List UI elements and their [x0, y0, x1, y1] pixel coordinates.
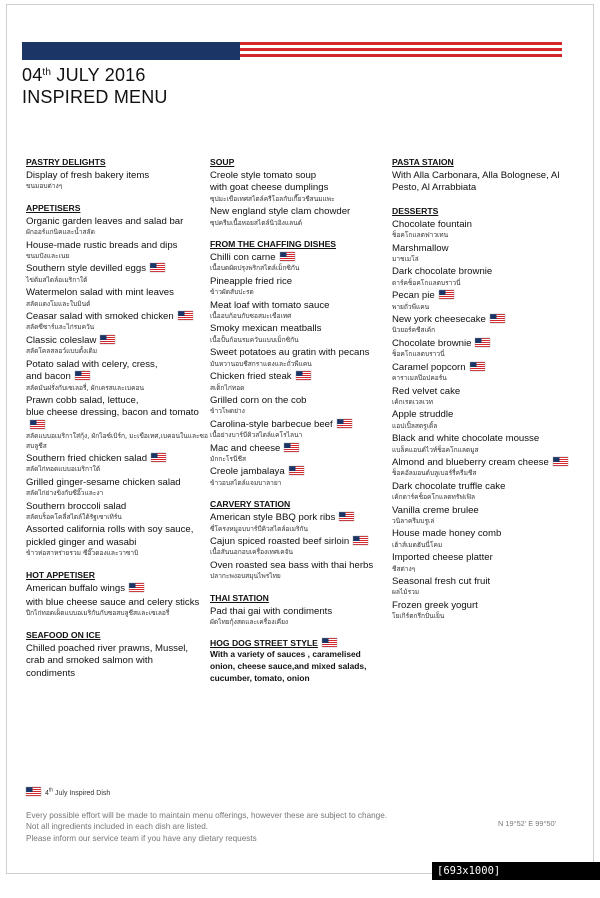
menu-item-thai: เนื้ออบก้อนกับซอสมะเขือเทศ — [210, 312, 292, 321]
menu-item-name — [26, 395, 208, 432]
menu-column-1 — [26, 156, 208, 680]
menu-item-name-text: With Alla Carbonara, Alla Bolognese, Al Pesto, Al Arrabbiata — [392, 170, 560, 194]
legend-day-suffix: th — [48, 787, 54, 794]
menu-item-thai: ดาร์คช็อคโกแลตบราวนี่ — [392, 278, 461, 287]
us-flag-icon — [75, 371, 90, 380]
menu-item — [210, 606, 390, 628]
us-flag-icon — [475, 338, 490, 347]
menu-item-thai: ผลไม้รวม — [392, 588, 420, 597]
section-heading-text: CARVERY STATION — [210, 499, 291, 510]
menu-item-name — [392, 314, 578, 326]
menu-item-name — [392, 505, 578, 517]
menu-item — [392, 409, 578, 431]
menu-item-thai: มันหวานอบชีสกราแตงและถั่วพีแคน — [210, 359, 312, 368]
menu-item — [392, 552, 578, 574]
menu-item — [26, 359, 208, 393]
menu-item-name-text: Frozen greek yogurt — [392, 599, 478, 611]
menu-item-name — [26, 240, 208, 252]
menu-item — [26, 477, 208, 499]
menu-item-name-text: American style BBQ pork ribs — [210, 512, 336, 524]
menu-item-name-text: New england style clam chowder — [210, 206, 351, 218]
menu-item-name-text: Sweet potatoes au gratin with pecans — [210, 347, 370, 359]
section-heading-text: HOT APPETISER — [26, 569, 95, 580]
menu-item — [210, 419, 390, 441]
page-title — [22, 64, 168, 108]
menu-item-name-text: Oven roasted sea bass with thai herbs — [210, 559, 374, 571]
menu-item-name — [210, 466, 390, 478]
menu-item-name — [392, 433, 578, 445]
menu-item-name — [392, 481, 578, 493]
legend-day: 4 — [45, 790, 49, 797]
menu-item-name — [392, 170, 578, 195]
menu-column-3 — [392, 156, 578, 622]
menu-item — [210, 371, 390, 393]
menu-item — [392, 266, 578, 288]
menu-item-thai: เค้กดาร์คช็อคโกแลตทรัฟเฟิล — [392, 493, 476, 502]
menu-item-name-text: Southern broccoli salad — [26, 500, 127, 512]
menu-item-thai: ปีกไก่ทอดเผ็ดแบบอเมริกันกับซอสบลูชีสและเซเลอรี่ — [26, 609, 170, 618]
menu-item-thai: เนื้อบดผัดปรุงพริกสไตล์เม็กซิกัน — [210, 264, 300, 273]
menu-item-name — [26, 335, 208, 347]
menu-item — [392, 290, 578, 312]
legend — [26, 787, 110, 797]
title-month-year: JULY 2016 — [51, 65, 146, 85]
menu-item-name-text: Watermelon salad with mint leaves — [26, 287, 174, 299]
menu-item-name-text: New york cheesecake — [392, 314, 486, 326]
us-flag-icon — [339, 512, 354, 521]
menu-item-name — [210, 560, 390, 572]
menu-item — [26, 287, 208, 309]
us-flag-icon — [470, 362, 485, 371]
menu-item-name — [210, 206, 390, 218]
menu-item-name — [210, 395, 390, 407]
coordinates: N 19°52' E 99°50' — [498, 819, 557, 828]
menu-item — [392, 600, 578, 622]
menu-item-thai: ปลากะพงอบสมุนไพรไทย — [210, 572, 281, 581]
menu-item-name-text: Creole style tomato soup with goat cheese dumplings — [210, 170, 329, 194]
section-heading-text: PASTA STAION — [392, 157, 454, 167]
menu-item-name-text: Chicken fried steak — [210, 371, 292, 383]
menu-item-name-text: Potato salad with celery, cress, and bacon — [26, 358, 158, 383]
menu-item-name-text: Chilli con carne — [210, 252, 276, 264]
us-flag-icon — [284, 443, 299, 452]
us-flag-icon — [151, 453, 166, 462]
menu-item-name-text: Creole jambalaya — [210, 466, 285, 478]
menu-item-name-text: Southern fried chicken salad — [26, 452, 148, 464]
menu-item-thai: ช็อคโกแลตบราวนี่ — [392, 350, 445, 359]
menu-item-name — [392, 528, 578, 540]
menu-item — [26, 643, 208, 680]
menu-item — [26, 335, 208, 357]
menu-item-thai: สลัดแบบอเมริกาใส่กุ้ง, ผักไอซ์เบิร์ก, มะเขือเทศ,เบคอนในและซอสบลูชีส — [26, 432, 208, 450]
us-flag-icon — [490, 314, 505, 323]
menu-item — [392, 505, 578, 527]
section-description: With a variety of sauces , caramelised onion, cheese sauce,and mixed salads, cucumber, tomato, onion — [210, 649, 367, 683]
menu-item-name — [392, 409, 578, 421]
us-flag-icon — [100, 335, 115, 344]
menu-item — [210, 300, 390, 322]
section-heading — [26, 629, 208, 641]
menu-item-name-text: Seasonal fresh cut fruit — [392, 576, 491, 587]
menu-item-name-text: with blue cheese sauce and celery sticks — [26, 597, 200, 608]
menu-item-name-text: Dark chocolate truffle cake — [392, 480, 506, 492]
menu-item-name — [210, 323, 390, 335]
us-flag-icon — [289, 466, 304, 475]
menu-item-thai: สลัดไก่ย่างขิงกับซีอิ๊วและงา — [26, 489, 104, 498]
menu-item-thai: เนื้อปั้นก้อนรมควันแบบเม็กซิกัน — [210, 335, 299, 344]
menu-item-thai: ขนมอบต่างๆ — [26, 182, 63, 191]
menu-item — [392, 243, 578, 265]
menu-item-name-text: Grilled ginger-sesame chicken salad — [26, 476, 181, 488]
menu-item-name — [26, 287, 208, 299]
section-heading-text: SOUP — [210, 157, 235, 167]
title-day: 04 — [22, 65, 43, 85]
menu-item — [210, 347, 390, 369]
us-flag-icon — [353, 536, 368, 545]
menu-item-thai: นิวยอร์คชีสเค้ก — [392, 326, 436, 335]
menu-item-name — [210, 536, 390, 548]
menu-item — [210, 443, 390, 465]
menu-item-name-text: Southern style devilled eggs — [26, 263, 146, 275]
menu-item-name — [210, 252, 390, 264]
menu-item-thai: มักกะโรนีชีส — [210, 454, 246, 463]
menu-item — [26, 597, 208, 619]
title-day-suffix: th — [42, 67, 52, 78]
menu-item-thai: มาชเมโล่ — [392, 255, 419, 264]
menu-item-thai: เฮ้าส์เมดฮันนี่โคม — [392, 540, 443, 549]
menu-item — [392, 170, 578, 195]
menu-item-thai: ข้าวอบสไตล์แจมบาลายา — [210, 478, 282, 487]
menu-item — [26, 240, 208, 262]
menu-item-thai: สลัดซีซาร์และไก่รมควัน — [26, 323, 95, 332]
menu-item-thai: ซุปมะเขือเทศสไตล์ครีโอลกับเกี๊ยวชีสนมแพะ — [210, 194, 335, 203]
menu-item-name-text: House made honey comb — [392, 528, 502, 540]
menu-item-name-text: Black and white chocolate mousse — [392, 433, 540, 445]
menu-item — [210, 252, 390, 274]
banner-blue-field — [22, 42, 240, 60]
us-flag-icon — [337, 419, 352, 428]
menu-item-name — [392, 386, 578, 398]
menu-item — [392, 457, 578, 479]
menu-item-name-text: Vanilla creme brulee — [392, 504, 479, 516]
menu-item — [26, 501, 208, 523]
section-heading-text: PASTRY DELIGHTS — [26, 157, 106, 167]
menu-item-thai: สลัดแตงโมและใบมินต์ — [26, 299, 91, 308]
menu-item-name-text: Smoky mexican meatballs — [210, 323, 322, 335]
menu-item-name — [392, 266, 578, 278]
menu-item — [26, 524, 208, 558]
menu-item-name — [392, 362, 578, 374]
menu-item-name-text: American buffalo wings — [26, 582, 126, 594]
menu-item — [26, 583, 208, 595]
menu-item — [392, 314, 578, 336]
us-flag-icon — [129, 583, 144, 592]
menu-item — [210, 466, 390, 488]
menu-item-name-text: Organic garden leaves and salad bar — [26, 215, 184, 227]
menu-item-name-text: Almond and blueberry cream cheese — [392, 456, 549, 468]
menu-item — [210, 512, 390, 534]
menu-item-thai: เนื้อย่างบาร์บีคิวสไตล์แคโรไลนา — [210, 431, 303, 440]
menu-item-thai: ซุปครีมเนื้อหอยสไตล์นิวอิงแลนด์ — [210, 218, 302, 227]
menu-item-thai: ช็อคอัลมอนด์บลูเบอร์รี่ครีมชีส — [392, 469, 477, 478]
menu-item-name-text: Meat loaf with tomato sauce — [210, 299, 330, 311]
menu-item-thai: แอปเปิ้ลสตรูเดิ้ล — [392, 421, 438, 430]
section-heading-text: APPETISERS — [26, 202, 81, 213]
menu-item-thai: ผักออร์แกนิคและน้ำสลัด — [26, 228, 95, 237]
menu-item-name-text: Display of fresh bakery items — [26, 170, 150, 181]
section-heading — [392, 205, 578, 217]
menu-item-name — [210, 276, 390, 288]
section-heading — [210, 592, 390, 604]
menu-item — [210, 170, 390, 204]
menu-item-thai: คาราเมลป๊อปคอร์น — [392, 374, 447, 383]
menu-item-name-text: Caramel popcorn — [392, 361, 466, 373]
menu-item-name-text: Dark chocolate brownie — [392, 266, 493, 278]
section-heading-text: SEAFOOD ON ICE — [26, 629, 101, 640]
us-flag-icon — [296, 371, 311, 380]
menu-item — [26, 453, 208, 475]
menu-item-name — [26, 453, 208, 465]
menu-item-thai: วนิลาครีมบรูเล่ — [392, 516, 435, 525]
menu-item-name — [26, 216, 208, 228]
menu-item-name-text: Red velvet cake — [392, 385, 461, 397]
menu-item-name — [26, 524, 208, 549]
menu-item-thai: ซี่โครงหมูอบบาร์บีคิวสไตล์อเมริกัน — [210, 524, 309, 533]
menu-item-name-text: Mac and cheese — [210, 442, 281, 454]
section-heading-text: HOG DOG STREET STYLE — [210, 638, 318, 649]
menu-item-name-text: Prawn cobb salad, lettuce, blue cheese dressing, bacon and tomato — [26, 394, 199, 419]
menu-item-thai: ข้าวผัดสับปะรด — [210, 288, 254, 297]
disclaimer: Every possible effort will be made to maintain menu offerings, however these are subject to change. Not all ingredients included in each dish are listed. Please inform our service team if you have any dietary requests — [26, 811, 388, 843]
menu-item — [392, 219, 578, 241]
menu-item-thai: ผัดไทยกุ้งสดและเครื่องเคียง — [210, 618, 289, 626]
us-flag-icon — [26, 787, 41, 796]
legend-text: July Inspired Dish — [53, 790, 111, 797]
menu-item-thai: สเต็กไก่ทอด — [210, 383, 245, 392]
menu-item-name — [210, 371, 390, 383]
us-flag-icon — [553, 457, 568, 466]
menu-item-name — [26, 643, 208, 680]
menu-item-name — [392, 219, 578, 231]
menu-item — [210, 206, 390, 228]
menu-item-name — [210, 512, 390, 524]
section-heading — [210, 238, 390, 250]
menu-item — [392, 576, 578, 598]
section-heading — [26, 156, 208, 168]
title-subtitle: INSPIRED MENU — [22, 87, 168, 107]
menu-item-name-text: Pineapple fried rice — [210, 275, 293, 287]
menu-item-name — [210, 347, 390, 359]
us-flag-icon — [150, 263, 165, 272]
menu-item — [26, 170, 208, 192]
menu-item-thai: โยเกิร์ตกรีกปั่นเย็น — [392, 612, 445, 621]
menu-item-name — [392, 243, 578, 255]
menu-item-name-text: Imported cheese platter — [392, 552, 493, 564]
section-heading — [26, 569, 208, 581]
section-heading — [210, 498, 390, 510]
us-flag-icon — [439, 290, 454, 299]
menu-item-name-text: Pad thai gai with condiments — [210, 605, 333, 617]
menu-item-thai: สลัดบร็อคโคลี่สไตล์ใต้รัฐเซาเทิร์น — [26, 512, 122, 521]
flag-banner — [22, 42, 562, 60]
menu-item-thai: สลัดโคลสลอว์แบบดั้งเดิม — [26, 347, 98, 356]
menu-item — [210, 323, 390, 345]
section-heading-text: DESSERTS — [392, 205, 439, 216]
us-flag-icon — [322, 638, 337, 647]
menu-item-name — [26, 501, 208, 513]
menu-item-thai: เนื้อสันนอกอบเครื่องเทศเคจัน — [210, 548, 294, 557]
menu-item-thai: ช็อคโกแลตฟาวเทน — [392, 231, 449, 240]
us-flag-icon — [30, 420, 45, 429]
menu-item — [392, 386, 578, 408]
menu-item-name-text: Ceasar salad with smoked chicken — [26, 311, 174, 323]
menu-item-name — [26, 597, 208, 609]
menu-item — [26, 311, 208, 333]
menu-item-name-text: Pecan pie — [392, 290, 435, 302]
menu-item-name — [392, 338, 578, 350]
menu-item-name-text: Chocolate brownie — [392, 337, 472, 349]
watermark: [693x1000] https://upic.me/ — [432, 862, 600, 880]
menu-item — [392, 362, 578, 384]
title-date — [22, 64, 168, 86]
us-flag-icon — [280, 252, 295, 261]
menu-item-thai: แบล็คแอนด์ไวท์ช็อคโกแลตมูส — [392, 445, 479, 454]
menu-item-name-text: Chilled poached river prawns, Mussel, crab and smoked salmon with condiments — [26, 642, 189, 679]
menu-item-name-text: Grilled corn on the cob — [210, 394, 307, 406]
section-heading — [392, 156, 578, 168]
menu-item-name — [26, 263, 208, 275]
menu-item-name — [26, 311, 208, 323]
menu-item-name — [210, 443, 390, 455]
section-heading — [210, 156, 390, 168]
menu-item-name — [392, 552, 578, 564]
menu-item — [392, 433, 578, 455]
menu-item-thai: สลัดมันฝรั่งกับเซเลอรี่, ผักเครสและเบคอน — [26, 383, 144, 392]
menu-item-thai: ขนมปังและเนย — [26, 252, 70, 261]
menu-item-name-text: Assorted california rolls with soy sauce, pickled ginger and wasabi — [26, 524, 194, 548]
menu-item-name-text: Chocolate fountain — [392, 218, 473, 230]
menu-item — [26, 263, 208, 285]
menu-item-name — [210, 170, 390, 195]
menu-item-name — [392, 576, 578, 588]
menu-item-thai: สลัดไก่ทอดแบบอเมริกาใต้ — [26, 465, 101, 474]
menu-item-name-text: Carolina-style barbecue beef — [210, 418, 333, 430]
menu-item-name — [26, 583, 208, 595]
menu-item-name — [210, 606, 390, 618]
section-heading-text: FROM THE CHAFFING DISHES — [210, 239, 337, 250]
us-flag-icon — [178, 311, 193, 320]
menu-item — [26, 395, 208, 451]
menu-column-2 — [210, 156, 390, 684]
menu-item-name-text: Classic coleslaw — [26, 334, 97, 346]
menu-item — [210, 536, 390, 558]
menu-item-name-text: Marshmallow — [392, 242, 449, 254]
menu-item-name-text: House-made rustic breads and dips — [26, 239, 178, 251]
menu-item-thai: ไข่ต้มสไตล์อเมริกาใต้ — [26, 275, 88, 284]
menu-item — [210, 560, 390, 582]
menu-item-name — [392, 600, 578, 612]
section-heading — [26, 202, 208, 214]
section-heading — [210, 637, 390, 649]
menu-item-thai: ชีสต่างๆ — [392, 564, 416, 573]
menu-item-thai: เค้กเรดเวลเวท — [392, 397, 434, 406]
menu-item — [392, 528, 578, 550]
menu-item-name — [26, 477, 208, 489]
section-heading-text: THAI STATION — [210, 592, 269, 603]
menu-item — [26, 216, 208, 238]
menu-item-name — [26, 359, 208, 384]
menu-item-thai: พายถั่วพีแคน — [392, 302, 430, 311]
menu-item-name — [210, 300, 390, 312]
menu-item — [392, 481, 578, 503]
menu-item — [210, 395, 390, 417]
menu-item-thai: ข้าวโพดย่าง — [210, 407, 245, 416]
menu-item-thai: ข้าวห่อสาหร่ายรวม ซีอิ๊วดองและวาซาบิ — [26, 549, 139, 558]
menu-item-name — [26, 170, 208, 182]
menu-item-name — [392, 457, 578, 469]
banner-stripes — [240, 42, 562, 60]
menu-item-name — [210, 419, 390, 431]
menu-item — [210, 276, 390, 298]
menu-item — [392, 338, 578, 360]
menu-item-name-text: Apple struddle — [392, 409, 454, 421]
menu-item-name-text: Cajun spiced roasted beef sirloin — [210, 535, 350, 547]
menu-item-name — [392, 290, 578, 302]
